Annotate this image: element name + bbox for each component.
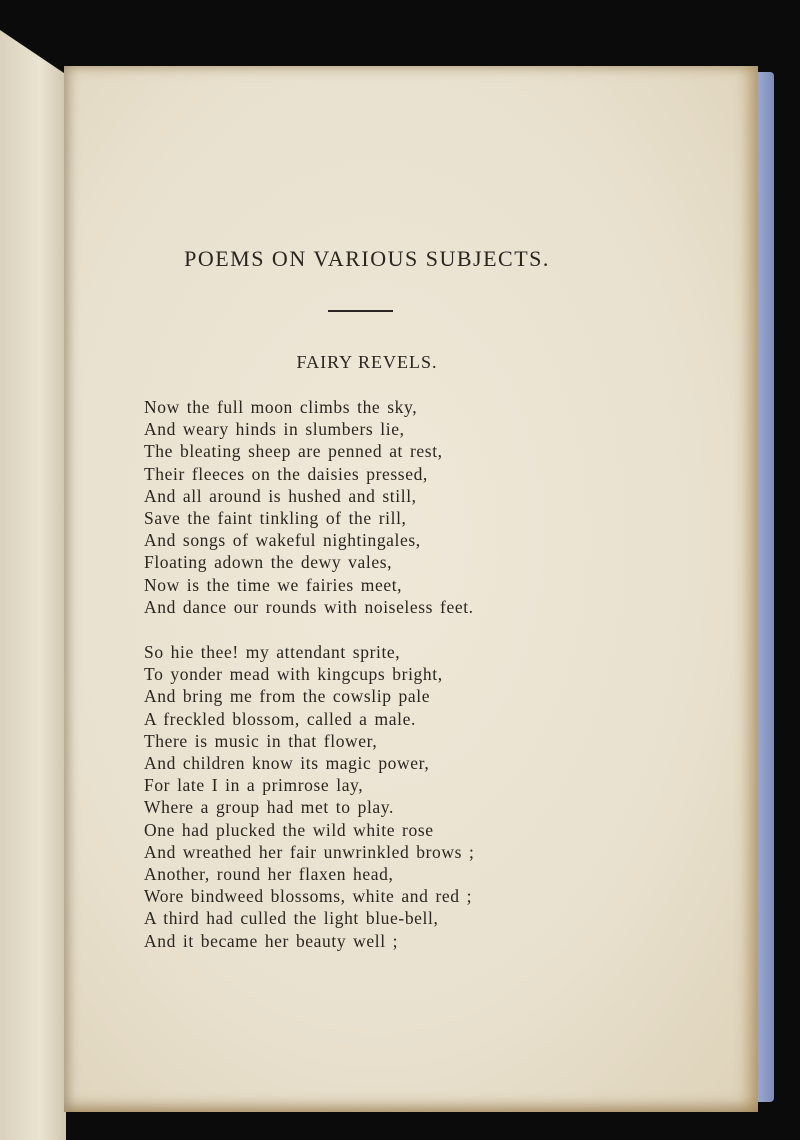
- poem-line: And it became her beauty well ;: [144, 930, 399, 951]
- poem-line: Floating adown the dewy vales,: [144, 552, 393, 573]
- poem-line: So hie thee! my attendant sprite,: [144, 642, 401, 662]
- poem-line: One had plucked the wild white rose: [144, 819, 434, 840]
- poem-line: Their fleeces on the daisies pressed,: [144, 463, 428, 484]
- poem-line: There is music in that flower,: [144, 730, 378, 751]
- stanza-1: [144, 396, 474, 618]
- poem-line: Now is the time we fairies meet,: [144, 574, 403, 595]
- poem-line: Where a group had met to play.: [144, 797, 394, 818]
- poem-title: FAIRY REVELS.: [296, 352, 438, 372]
- poem-line: The bleating sheep are penned at rest,: [144, 441, 443, 462]
- poem-line: To yonder mead with kingcups bright,: [144, 664, 443, 685]
- section-title: POEMS ON VARIOUS SUBJECTS.: [184, 246, 550, 271]
- poem-line: Now the full moon climbs the sky,: [144, 397, 418, 417]
- poem-line: And songs of wakeful nightingales,: [144, 530, 421, 551]
- title-rule: [328, 310, 393, 312]
- poem-line: Another, round her flaxen head,: [144, 864, 394, 885]
- poem-line: Save the faint tinkling of the rill,: [144, 508, 407, 529]
- poem-line: And bring me from the cowslip pale: [144, 686, 431, 707]
- stanza-2: [144, 641, 475, 952]
- poem-line: And wreathed her fair unwrinkled brows ;: [144, 841, 475, 862]
- poem-line: And all around is hushed and still,: [144, 485, 417, 506]
- poem-line: And dance our rounds with noiseless feet.: [144, 596, 474, 617]
- left-page: [0, 30, 66, 1140]
- poem-line: A freckled blossom, called a male.: [144, 708, 416, 729]
- poem-line: Wore bindweed blossoms, white and red ;: [144, 886, 473, 907]
- poem-line: For late I in a primrose lay,: [144, 775, 364, 796]
- poem-line: And children know its magic power,: [144, 753, 430, 774]
- poem-line: And weary hinds in slumbers lie,: [144, 419, 405, 440]
- poem-line: A third had culled the light blue-bell,: [144, 908, 439, 929]
